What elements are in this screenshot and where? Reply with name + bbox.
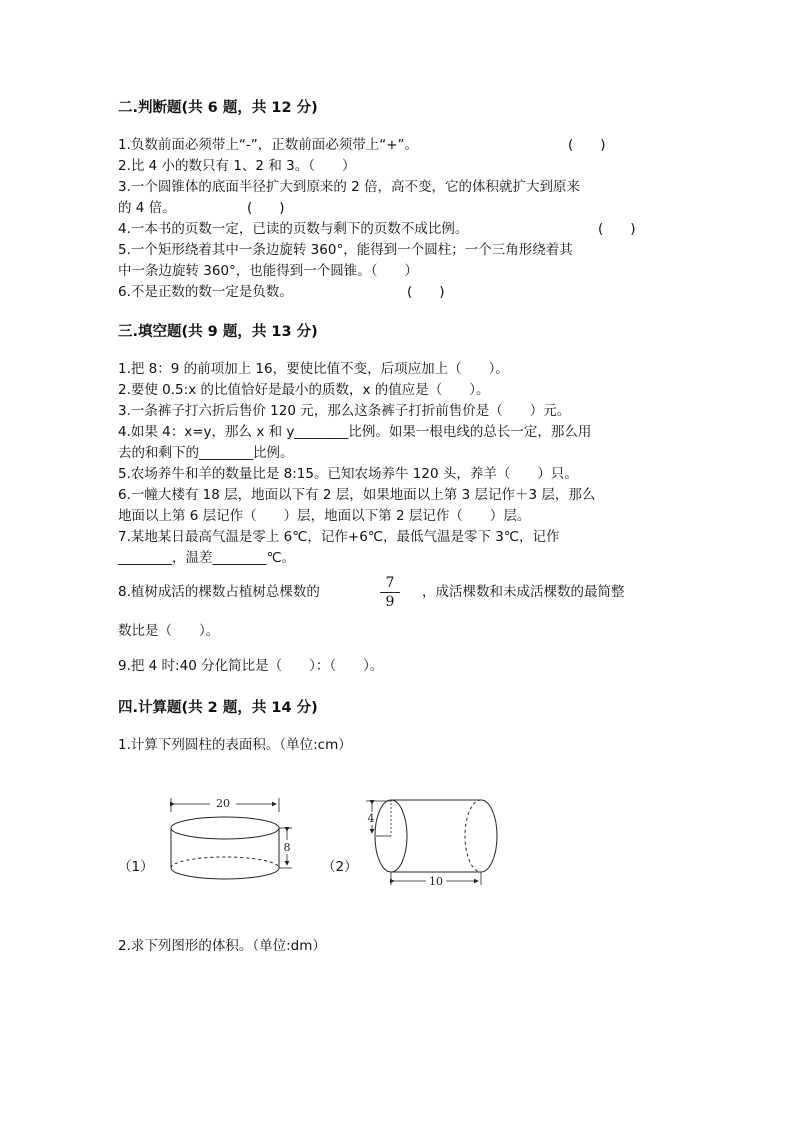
fraction-numerator: 7 xyxy=(385,575,395,591)
fill-question-8-part-2: ，成活棵数和未成活棵数的最简整 xyxy=(422,584,625,600)
judge-question-5-line-2: 中一条边旋转 360°，也能得到一个圆锥。（ ） xyxy=(118,263,419,279)
fraction-seven-ninths xyxy=(380,575,400,610)
judge-question-6: 6.不是正数的数一定是负数。 xyxy=(118,284,293,300)
figure-2-cylinder xyxy=(360,795,510,891)
fill-question-5: 5.农场养牛和羊的数量比是 8:15。已知农场养牛 120 头，养羊（ ）只。 xyxy=(118,466,578,482)
fill-question-6-line-1: 6.一幢大楼有 18 层，地面以下有 2 层，如果地面以上第 3 层记作＋3 层，那么 xyxy=(118,487,596,503)
section-3-title: 三.填空题(共 9 题，共 13 分) xyxy=(118,324,318,340)
fill-question-4-line-1: 4.如果 4：x=y，那么 x 和 y________比例。如果一根电线的总长一定，那么用 xyxy=(118,424,592,440)
fill-question-2: 2.要使 0.5:x 的比值恰好是最小的质数，x 的值应是（ ）。 xyxy=(118,382,490,398)
judge-question-3-line-2: 的 4 倍。 xyxy=(118,200,176,216)
fill-question-1: 1.把 8：9 的前项加上 16，要使比值不变，后项应加上（ ）。 xyxy=(118,361,509,377)
calc-question-2: 2.求下列图形的体积。（单位:dm） xyxy=(118,938,326,954)
figure-2-label: （2） xyxy=(322,859,358,875)
judge-question-3-line-1: 3.一个圆锥体的底面半径扩大到原来的 2 倍，高不变，它的体积就扩大到原来 xyxy=(118,179,581,195)
judge-answer-paren-3: ( ) xyxy=(247,200,285,216)
judge-question-4: 4.一本书的页数一定，已读的页数与剩下的页数不成比例。 xyxy=(118,221,469,237)
figure-1-cylinder xyxy=(160,792,300,888)
figure-1-height-label: 8 xyxy=(283,841,291,854)
judge-answer-paren-6: ( ) xyxy=(407,284,445,300)
judge-question-5-line-1: 5.一个矩形绕着其中一条边旋转 360°，能得到一个圆柱；一个三角形绕着其 xyxy=(118,242,573,258)
fraction-denominator: 9 xyxy=(385,594,395,610)
fraction-bar xyxy=(380,592,400,593)
judge-answer-paren-1: ( ) xyxy=(568,137,606,153)
fill-question-7-line-2: ________，温差________℃。 xyxy=(118,550,296,566)
judge-question-1: 1.负数前面必须带上“-”，正数前面必须带上“+”。 xyxy=(118,137,419,153)
fill-question-8-part-1: 8.植树成活的棵数占植树总棵数的 xyxy=(118,584,320,600)
fill-question-9: 9.把 4 时:40 分化简比是（ ）：（ ）。 xyxy=(118,658,384,674)
figure-2-radius-label: 4 xyxy=(367,812,375,825)
figure-2-length-label: 10 xyxy=(429,875,443,888)
figure-1-width-label: 20 xyxy=(216,797,230,810)
figure-1-label: （1） xyxy=(118,859,154,875)
section-2-title: 二.判断题(共 6 题，共 12 分) xyxy=(118,100,318,116)
judge-answer-paren-4: ( ) xyxy=(598,221,636,237)
calc-question-1: 1.计算下列圆柱的表面积。（单位:cm） xyxy=(118,737,352,753)
fill-question-4-line-2: 去的和剩下的________比例。 xyxy=(118,445,294,461)
fill-question-7-line-1: 7.某地某日最高气温是零上 6℃，记作+6℃，最低气温是零下 3℃，记作 xyxy=(118,529,560,545)
judge-question-2: 2.比 4 小的数只有 1、2 和 3。（ ） xyxy=(118,158,356,174)
section-4-title: 四.计算题(共 2 题，共 14 分) xyxy=(118,700,318,716)
fill-question-8-line-2: 数比是（ ）。 xyxy=(118,623,220,639)
fill-question-3: 3.一条裤子打六折后售价 120 元，那么这条裤子打折前售价是（ ）元。 xyxy=(118,403,571,419)
fill-question-6-line-2: 地面以上第 6 层记作（ ）层，地面以下第 2 层记作（ ）层。 xyxy=(118,508,531,524)
